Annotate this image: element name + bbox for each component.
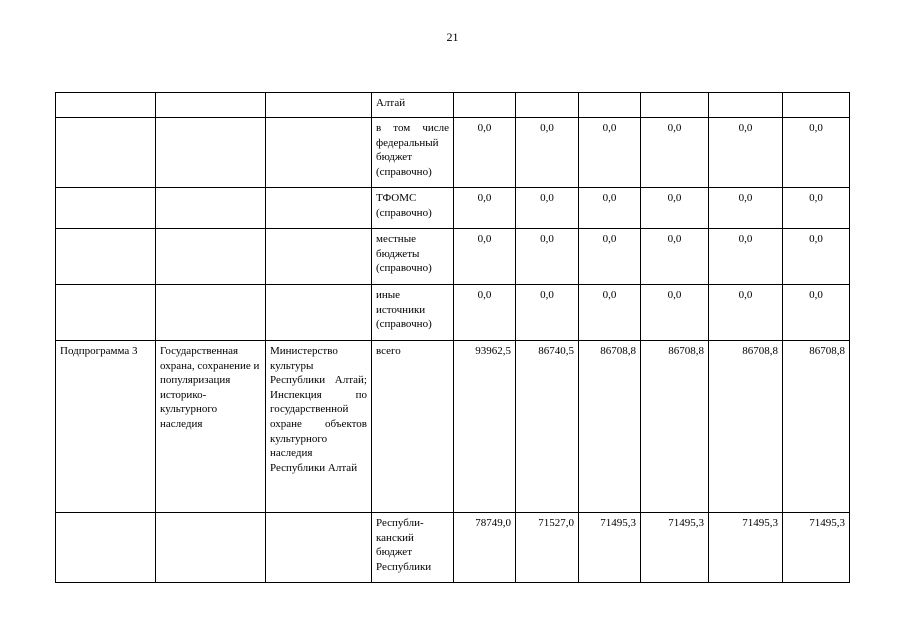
value-cell: 0,0 <box>454 188 516 229</box>
source-cell: всего <box>372 341 454 513</box>
value-cell: 0,0 <box>709 285 783 341</box>
executor-cell <box>266 188 372 229</box>
table-row <box>56 93 850 118</box>
value-cell: 0,0 <box>783 229 850 285</box>
value-cell: 0,0 <box>641 188 709 229</box>
program-cell <box>56 118 156 188</box>
value-cell: 71495,3 <box>783 513 850 583</box>
value-cell: 0,0 <box>454 118 516 188</box>
value-cell: 0,0 <box>579 118 641 188</box>
value-cell: 71527,0 <box>516 513 579 583</box>
value-cell: 71495,3 <box>579 513 641 583</box>
program-cell <box>56 229 156 285</box>
program-cell: Подпрограмма 3 <box>56 341 156 513</box>
value-cell: 86708,8 <box>783 341 850 513</box>
name-cell <box>156 188 266 229</box>
page-number: 21 <box>446 30 459 44</box>
value-cell: 0,0 <box>783 188 850 229</box>
value-cell: 0,0 <box>516 285 579 341</box>
value-cell <box>454 93 516 118</box>
value-cell: 0,0 <box>579 229 641 285</box>
name-cell <box>156 513 266 583</box>
value-cell: 0,0 <box>641 229 709 285</box>
budget-table <box>55 92 850 583</box>
value-cell: 0,0 <box>709 229 783 285</box>
name-cell: Государственная охрана, сохранение и популяризация историко-культурного наследия <box>156 341 266 513</box>
source-cell: ТФОМС (справочно) <box>372 188 454 229</box>
value-cell <box>709 93 783 118</box>
value-cell: 0,0 <box>709 188 783 229</box>
value-cell: 86708,8 <box>709 341 783 513</box>
source-cell: иные источники (справочно) <box>372 285 454 341</box>
name-cell <box>156 229 266 285</box>
value-cell: 0,0 <box>641 118 709 188</box>
name-cell <box>156 118 266 188</box>
source-cell: Алтай <box>372 93 454 118</box>
name-cell <box>156 285 266 341</box>
program-cell <box>56 513 156 583</box>
value-cell: 0,0 <box>516 118 579 188</box>
value-cell: 0,0 <box>709 118 783 188</box>
value-cell: 0,0 <box>783 118 850 188</box>
table-row <box>56 285 850 341</box>
executor-cell <box>266 229 372 285</box>
executor-cell: Министерство культуры Республики Алтай; Инспекция по государственной охране объектов культурного наследия Республики Алтай <box>266 341 372 513</box>
executor-cell <box>266 93 372 118</box>
value-cell: 0,0 <box>454 285 516 341</box>
program-cell <box>56 93 156 118</box>
program-cell <box>56 188 156 229</box>
value-cell <box>641 93 709 118</box>
value-cell: 71495,3 <box>641 513 709 583</box>
value-cell: 0,0 <box>454 229 516 285</box>
value-cell: 0,0 <box>579 285 641 341</box>
value-cell: 78749,0 <box>454 513 516 583</box>
executor-cell <box>266 513 372 583</box>
table-row <box>56 229 850 285</box>
value-cell: 93962,5 <box>454 341 516 513</box>
value-cell: 86708,8 <box>579 341 641 513</box>
table-row <box>56 188 850 229</box>
table-row <box>56 513 850 583</box>
value-cell <box>783 93 850 118</box>
value-cell: 0,0 <box>641 285 709 341</box>
executor-cell <box>266 285 372 341</box>
value-cell: 0,0 <box>516 188 579 229</box>
executor-cell <box>266 118 372 188</box>
source-cell: в том числе федеральный бюджет (справочно) <box>372 118 454 188</box>
value-cell <box>579 93 641 118</box>
name-cell <box>156 93 266 118</box>
value-cell: 71495,3 <box>709 513 783 583</box>
value-cell: 86708,8 <box>641 341 709 513</box>
source-cell: Республи-канский бюджет Республики <box>372 513 454 583</box>
table-row <box>56 341 850 513</box>
value-cell: 0,0 <box>579 188 641 229</box>
value-cell: 0,0 <box>783 285 850 341</box>
program-cell <box>56 285 156 341</box>
value-cell: 86740,5 <box>516 341 579 513</box>
table-row <box>56 118 850 188</box>
value-cell <box>516 93 579 118</box>
source-cell: местные бюджеты (справочно) <box>372 229 454 285</box>
value-cell: 0,0 <box>516 229 579 285</box>
